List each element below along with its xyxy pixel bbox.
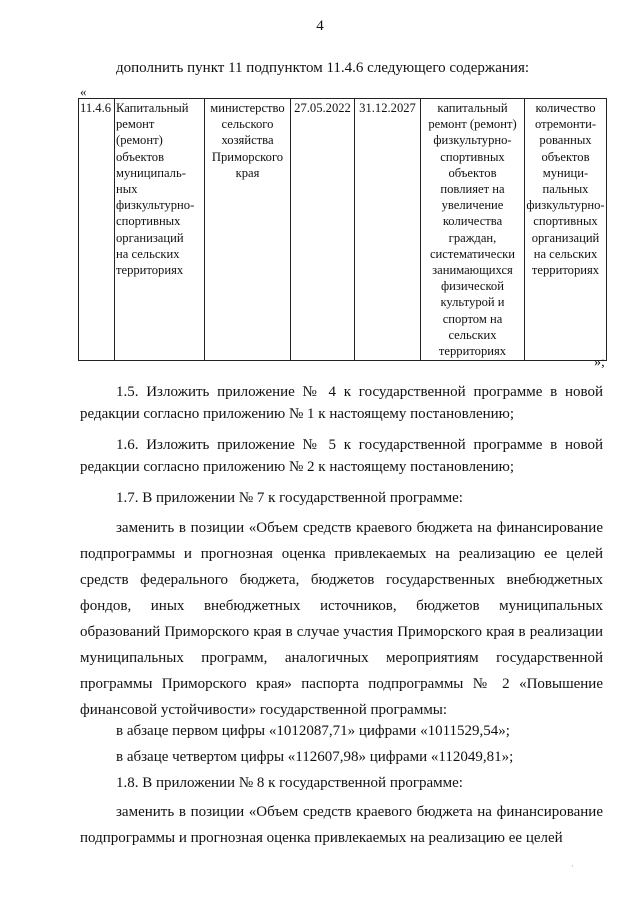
cell-end-date: 31.12.2027 <box>355 99 421 361</box>
cell-line: объектов <box>116 149 165 164</box>
cell-line: спортом на <box>442 311 503 326</box>
paragraph-1-5-line2: редакции согласно приложению № 1 к настоящему постановлению; <box>80 406 515 422</box>
page-number: 4 <box>316 18 324 34</box>
cell-line: (ремонт) <box>116 133 163 148</box>
cell-line: объектов <box>448 165 497 180</box>
cell-start-date: 27.05.2022 <box>291 99 355 361</box>
cell-line: хозяйства <box>221 133 274 148</box>
paragraph-1-7-b: в абзаце четвертом цифры «112607,98» цифрами «112049,81»; <box>116 749 514 765</box>
paragraph-1-6-line2: редакции согласно приложению № 2 к настоящему постановлению; <box>80 459 515 475</box>
intro-line: дополнить пункт 11 подпунктом 11.4.6 следующего содержания: <box>116 60 530 76</box>
cell-result <box>421 99 525 361</box>
cell-line: количество <box>535 101 596 115</box>
cell-line: граждан, <box>448 230 497 245</box>
cell-line: систематически <box>429 246 516 261</box>
cell-line: министерство <box>210 101 285 115</box>
paragraph-1-8: 1.8. В приложении № 8 к государственной программе: <box>116 775 463 791</box>
cell-line: края <box>235 165 260 180</box>
paragraph-1-7: 1.7. В приложении № 7 к государственной программе: <box>116 490 463 506</box>
cell-line: на сельских <box>533 246 598 261</box>
cell-line: сельского <box>221 117 274 132</box>
cell-line: спортивных <box>116 214 181 229</box>
cell-line: занимающихся <box>432 263 513 278</box>
cell-line: количества <box>442 214 503 229</box>
cell-line: физкультурно- <box>526 198 605 213</box>
cell-line: физкультурно- <box>116 198 195 213</box>
cell-line: муниципаль- <box>116 165 186 180</box>
cell-executor <box>205 99 291 361</box>
cell-line: организаций <box>531 230 600 245</box>
cell-indicator <box>525 99 607 361</box>
cell-line: муници- <box>542 165 589 180</box>
cell-line: пальных <box>542 182 589 197</box>
cell-line: спортивных <box>440 149 505 164</box>
table-row <box>79 99 607 361</box>
cell-number: 11.4.6 <box>79 99 115 361</box>
paragraph-1-7-a: в абзаце первом цифры «1012087,71» цифрами «1011529,54»; <box>116 723 510 739</box>
quote-close: »; <box>594 355 605 370</box>
cell-line: территориях <box>438 344 507 359</box>
cell-line: организаций <box>116 230 184 245</box>
cell-line: увеличение <box>441 198 504 213</box>
paragraph-1-6-line1: 1.6. Изложить приложение № 5 к государственной программе в новой <box>116 437 603 453</box>
cell-line: спортивных <box>533 214 598 229</box>
cell-activity <box>115 99 205 361</box>
cell-line: на сельских <box>116 246 180 261</box>
paragraph-1-5-line1: 1.5. Изложить приложение № 4 к государственной программе в новой <box>116 384 603 400</box>
cell-line: сельских <box>448 327 497 342</box>
paragraph-1-8-body: заменить в позиции «Объем средств краевого бюджета на финансирование подпрограммы и прогнозная оценка привлекаемых на реализацию ее целей <box>80 804 603 846</box>
cell-line: рованных <box>539 133 592 148</box>
paragraph-1-7-body: заменить в позиции «Объем средств краевого бюджета на финансирование подпрограммы и прогнозная оценка привлекаемых на реализацию ее целей средств федерального бюджета, бюджетов государственных внебюджетных фондов, иных внебюджетных источников, бюджетов муниципальных образований Приморского края в случае участия Приморского края в реализации муниципальных программ, аналогичных мероприятиям государственной программы Приморского края» паспорта подпрограммы № 2 «Повышение финансовой устойчивости» государственной программы: <box>80 520 603 718</box>
cell-line: капитальный <box>437 101 508 115</box>
program-table <box>78 98 607 361</box>
cell-line: ремонт <box>116 117 155 132</box>
cell-line: отремонти- <box>534 117 597 132</box>
cell-line: ремонт (ремонт) <box>428 117 517 132</box>
paragraph-1-6 <box>80 434 603 478</box>
paragraph-1-5 <box>80 381 603 425</box>
cell-line: повлияет на <box>440 182 505 197</box>
cell-line: физической <box>441 279 504 294</box>
cell-line: территориях <box>116 263 184 278</box>
cell-line: объектов <box>541 149 590 164</box>
cell-line: ных <box>116 182 138 197</box>
cell-line: физкультурно- <box>433 133 512 148</box>
cell-line: культурой и <box>440 295 505 310</box>
scan-mark: · <box>571 862 574 871</box>
quote-open: « <box>80 84 87 99</box>
cell-line: Приморского <box>211 149 284 164</box>
cell-line: территориях <box>531 263 600 278</box>
cell-line: Капитальный <box>116 101 189 115</box>
